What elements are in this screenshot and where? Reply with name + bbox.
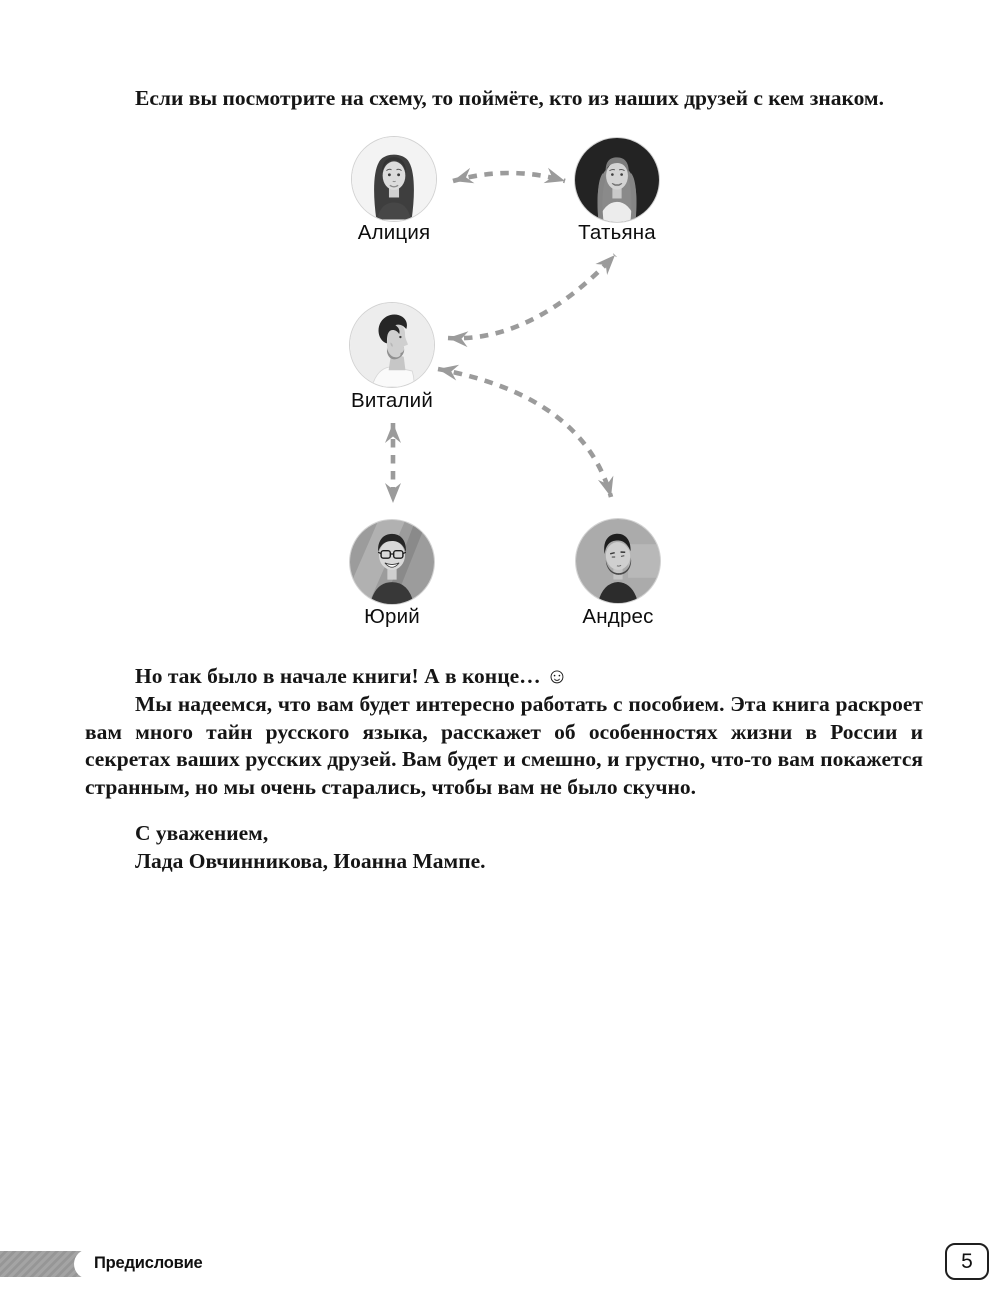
closing-authors: Лада Овчинникова, Иоанна Мампе. bbox=[135, 849, 486, 873]
person-label-tatyana: Татьяна bbox=[578, 221, 656, 244]
photo-alicia bbox=[352, 137, 436, 221]
person-label-andres: Андрес bbox=[582, 605, 654, 628]
avatar-vitaly bbox=[350, 303, 434, 387]
intro-paragraph: Если вы посмотрите на схему, то поймёте, кто из наших друзей с кем знаком. bbox=[135, 86, 884, 110]
avatar-yuri bbox=[350, 520, 434, 604]
person-label-yuri: Юрий bbox=[364, 605, 420, 628]
avatar-tatyana bbox=[575, 138, 659, 222]
page-number: 5 bbox=[961, 1249, 973, 1273]
paragraph-main: Мы надеемся, что вам будет интересно работать с пособием. Эта книга раскроет вам много тайн русского языка, расскажет об особенностях жизни в России и секретах ваших русских друзей. Вам будет и смешно, и грустно, что-то вам покажется странным, но мы очень старались, чтобы вам не было скучно. bbox=[85, 692, 923, 799]
page-number-box bbox=[945, 1243, 989, 1280]
photo-yuri bbox=[350, 520, 434, 604]
person-label-alicia: Алиция bbox=[357, 221, 431, 244]
avatar-alicia bbox=[352, 137, 436, 221]
closing-salutation: С уважением, bbox=[135, 821, 269, 845]
closing-block bbox=[135, 819, 486, 875]
photo-andres bbox=[576, 519, 660, 603]
paragraph-smiley: Но так было в начале книги! А в конце… ☺ bbox=[135, 664, 568, 688]
avatar-andres bbox=[576, 519, 660, 603]
person-label-vitaly: Виталий bbox=[351, 389, 433, 412]
photo-tatyana bbox=[575, 138, 659, 222]
photo-vitaly bbox=[350, 303, 434, 387]
arrow-vitaly-tatyana bbox=[448, 255, 615, 338]
footer-section-label: Предисловие bbox=[94, 1254, 203, 1272]
arrow-alicia-tatyana bbox=[453, 173, 565, 181]
